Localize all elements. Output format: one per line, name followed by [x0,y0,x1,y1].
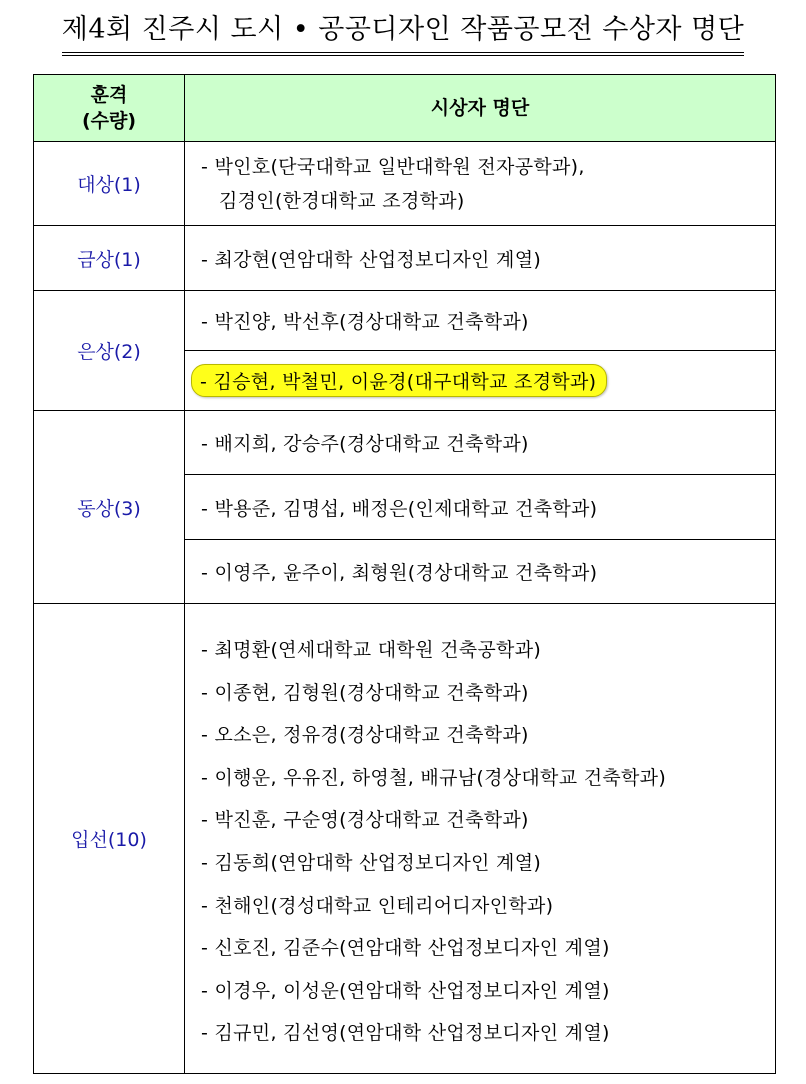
honorable-list [201,610,775,1067]
row-gold [34,226,776,291]
highlighted-entry: - 김승현, 박철민, 이윤경(대구대학교 조경학과) [191,364,607,397]
entry-honorable-9: - 이경우, 이성운(연암대학 산업정보디자인 계열) [201,979,610,1002]
entry-honorable-4: - 이행운, 우유진, 하영철, 배규남(경상대학교 건축학과) [201,766,667,789]
entry-honorable-10: - 김규민, 김선영(연암대학 산업정보디자인 계열) [201,1022,610,1045]
row-bronze-1 [34,411,776,475]
row-honorable [34,604,776,1074]
header-winners: 시상자 명단 [185,75,776,142]
award-bronze-label: 동상(3) [34,411,185,604]
award-honorable-label: 입선(10) [34,604,185,1074]
entry-honorable-1: - 최명환(연세대학교 대학원 건축공학과) [201,639,542,662]
header-award-line1: 훈격 [90,84,128,106]
entry-honorable-2: - 이종현, 김형원(경상대학교 건축학과) [201,681,529,704]
header-row [34,75,776,142]
entry-grand-1: - 박인호(단국대학교 일반대학원 전자공학과), [201,155,585,178]
entry-honorable-8: - 신호진, 김준수(연암대학 산업정보디자인 계열) [201,937,610,960]
award-grand-entries [185,142,776,226]
row-grand [34,142,776,226]
row-silver-1 [34,291,776,351]
entry-silver-2-cell [185,351,776,411]
entry-gold-1: - 최강현(연암대학 산업정보디자인 계열) [185,226,776,291]
award-gold-label: 금상(1) [34,226,185,291]
award-silver-label: 은상(2) [34,291,185,411]
entry-bronze-2: - 박용준, 김명섭, 배정은(인제대학교 건축학과) [185,475,776,540]
winners-table [33,74,776,1074]
entry-honorable-7: - 천해인(경성대학교 인테리어디자인학과) [201,894,554,917]
header-award-line2: (수량) [81,110,137,132]
entry-bronze-1: - 배지희, 강승주(경상대학교 건축학과) [185,411,776,475]
award-honorable-entries [185,604,776,1074]
title-wrap [0,10,806,56]
page-title: 제4회 진주시 도시 • 공공디자인 작품공모전 수상자 명단 [62,10,745,56]
entry-grand-2: 김경인(한경대학교 조경학과) [219,189,465,212]
entry-honorable-3: - 오소은, 정유경(경상대학교 건축학과) [201,724,529,747]
entry-bronze-3: - 이영주, 윤주이, 최형원(경상대학교 건축학과) [185,540,776,604]
entry-silver-1: - 박진양, 박선후(경상대학교 건축학과) [185,291,776,351]
entry-honorable-6: - 김동희(연암대학 산업정보디자인 계열) [201,852,542,874]
entry-honorable-5: - 박진훈, 구순영(경상대학교 건축학과) [201,809,529,832]
header-award [34,75,185,142]
award-grand-label: 대상(1) [34,142,185,226]
